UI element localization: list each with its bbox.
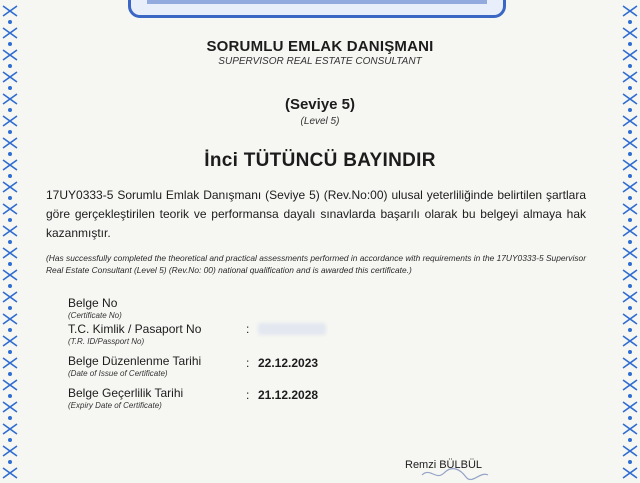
border-ornament bbox=[3, 6, 17, 24]
signer-name: Remzi BÜLBÜL bbox=[405, 459, 483, 471]
border-ornament bbox=[623, 6, 637, 24]
header-banner-text-fragment bbox=[147, 0, 487, 4]
border-ornament bbox=[3, 446, 17, 464]
border-ornament bbox=[623, 292, 637, 310]
expiry-date-value: 21.12.2028 bbox=[258, 388, 319, 402]
field-sublabel: (Expiry Date of Certificate) bbox=[68, 401, 162, 410]
field-sublabel: (Date of Issue of Certificate) bbox=[68, 369, 168, 378]
border-ornament bbox=[3, 270, 17, 288]
decorative-border-left bbox=[0, 0, 20, 480]
border-ornament bbox=[3, 182, 17, 200]
border-ornament bbox=[3, 314, 17, 332]
field-label: Belge No bbox=[68, 296, 118, 310]
qualification-level: (Seviye 5) bbox=[284, 96, 356, 113]
border-ornament bbox=[623, 358, 637, 376]
border-ornament bbox=[623, 226, 637, 244]
border-ornament bbox=[623, 204, 637, 222]
border-ornament bbox=[3, 248, 17, 266]
header-banner bbox=[128, 0, 506, 18]
certificate-statement: 17UY0333-5 Sorumlu Emlak Danışmanı (Seviye 5) (Rev.No:00) ulusal yeterliliğinde belirtilen şartlara göre gerçekleştirilen teorik ve performansa dayalı sınavlarda başarılı olarak bu belgeyi almaya hak kazanmıştır. bbox=[46, 188, 586, 240]
qualification-title-english: SUPERVISOR REAL ESTATE CONSULTANT bbox=[218, 56, 422, 67]
qualification-title: SORUMLU EMLAK DANIŞMANI bbox=[206, 38, 434, 55]
border-ornament bbox=[3, 380, 17, 398]
certificate-holder-name: İnci TÜTÜNCÜ BAYINDIR bbox=[204, 150, 436, 171]
field-separator: : bbox=[246, 356, 250, 370]
border-ornament bbox=[623, 380, 637, 398]
border-ornament bbox=[3, 292, 17, 310]
border-ornament bbox=[3, 424, 17, 442]
border-ornament bbox=[623, 424, 637, 442]
field-label: T.C. Kimlik / Pasaport No bbox=[68, 322, 202, 336]
border-ornament bbox=[623, 248, 637, 266]
border-ornament bbox=[3, 226, 17, 244]
border-ornament bbox=[623, 446, 637, 464]
redacted-id-value bbox=[258, 323, 326, 335]
field-certificate-no bbox=[68, 296, 122, 321]
field-label: Belge Geçerlilik Tarihi bbox=[68, 386, 184, 400]
border-ornament bbox=[623, 72, 637, 90]
border-ornament bbox=[623, 314, 637, 332]
border-ornament bbox=[623, 468, 637, 480]
border-ornament bbox=[3, 336, 17, 354]
field-issue-date bbox=[68, 354, 201, 379]
border-ornament bbox=[3, 402, 17, 420]
border-ornament bbox=[3, 204, 17, 222]
field-expiry-date bbox=[68, 386, 183, 411]
field-separator: : bbox=[246, 322, 250, 336]
border-ornament bbox=[623, 402, 637, 420]
decorative-border-right bbox=[620, 0, 640, 480]
border-ornament bbox=[623, 182, 637, 200]
field-separator: : bbox=[246, 388, 250, 402]
field-sublabel: (T.R. ID/Passport No) bbox=[68, 337, 145, 346]
border-ornament bbox=[623, 336, 637, 354]
field-sublabel: (Certificate No) bbox=[68, 311, 122, 320]
certificate-statement-english: (Has successfully completed the theoretical and practical assessments performed in accordance with requirements in the 17UY0333-5 Supervisor Real Estate Consultant (Level 5) (Rev.No: 00) national qualification and is awarded this certificate.) bbox=[46, 253, 586, 275]
qualification-level-english: (Level 5) bbox=[300, 116, 340, 127]
field-label: Belge Düzenlenme Tarihi bbox=[68, 354, 202, 368]
border-ornament bbox=[3, 358, 17, 376]
border-ornament bbox=[3, 468, 17, 480]
border-ornament bbox=[623, 270, 637, 288]
issue-date-value: 22.12.2023 bbox=[258, 356, 319, 370]
border-ornament bbox=[3, 72, 17, 90]
field-id-number bbox=[68, 322, 201, 347]
